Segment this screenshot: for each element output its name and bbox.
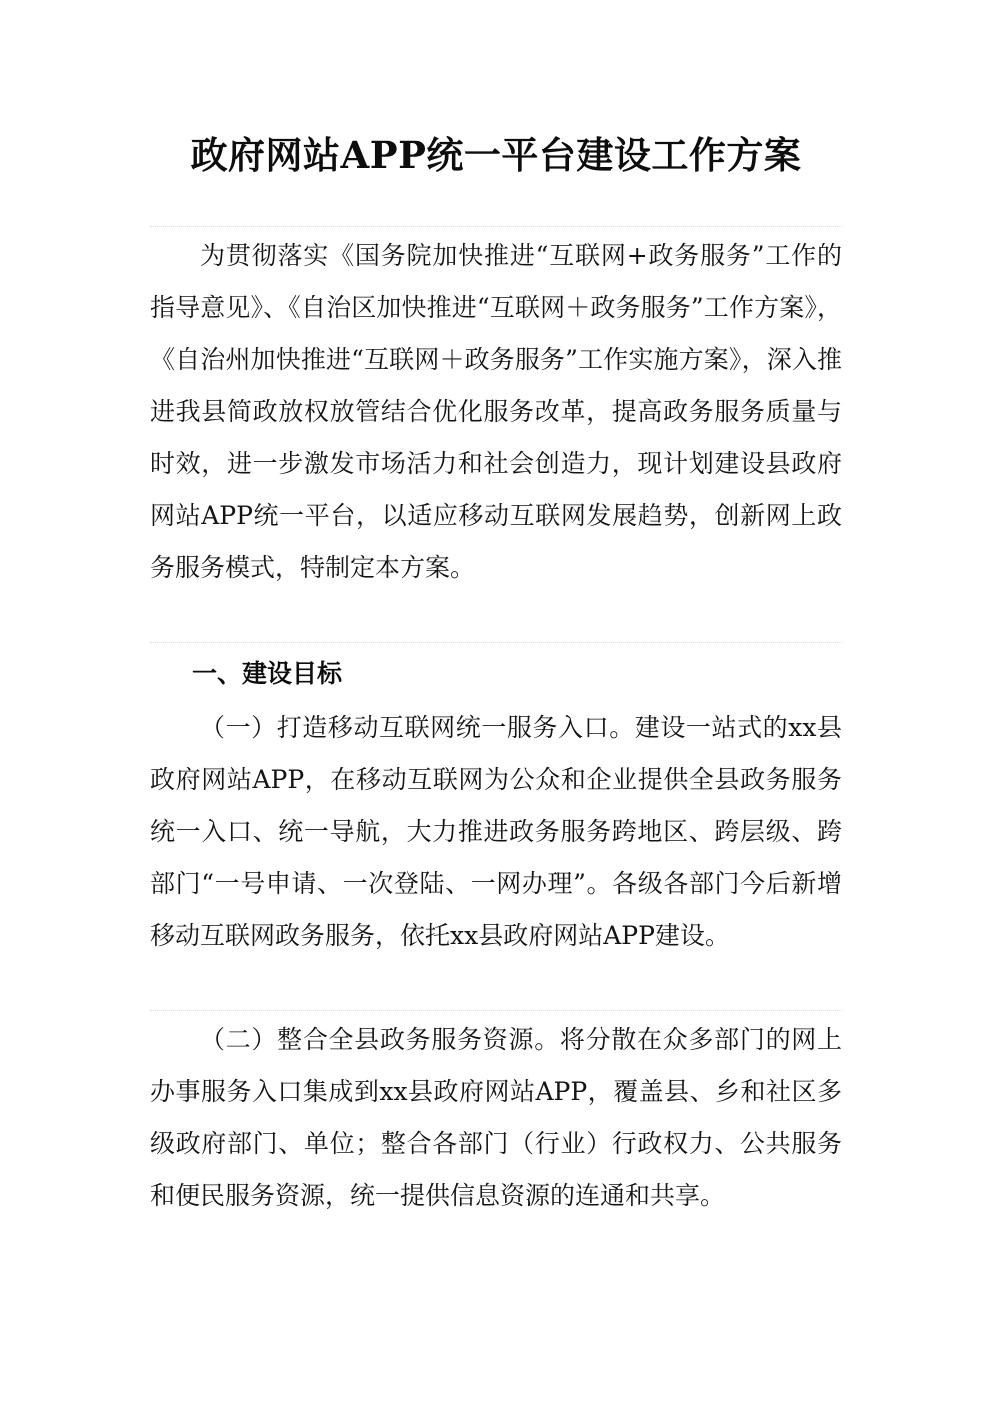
divider	[150, 226, 842, 227]
intro-paragraph-block	[150, 230, 842, 594]
divider	[150, 642, 842, 643]
section-item-block	[150, 702, 842, 962]
section-heading: 一、建设目标	[192, 659, 343, 688]
section-item-2: （二）整合全县政务服务资源。将分散在众多部门的网上办事服务入口集成到xx县政府网站APP，覆盖县、乡和社区多级政府部门、单位；整合各部门（行业）行政权力、公共服务和便民服务资源，统一提供信息资源的连通和共享。	[150, 1025, 842, 1210]
intro-paragraph: 为贯彻落实《国务院加快推进“互联网+政务服务”工作的指导意见》、《自治区加快推进“互联网＋政务服务”工作方案》，《自治州加快推进“互联网＋政务服务”工作实施方案》，深入推进我县简政放权放管结合优化服务改革，提高政务服务质量与时效，进一步激发市场活力和社会创造力，现计划建设县政府网站APP统一平台，以适应移动互联网发展趋势，创新网上政务服务模式，特制定本方案。	[150, 241, 842, 582]
section-item-1: （一）打造移动互联网统一服务入口。建设一站式的xx县政府网站APP，在移动互联网为公众和企业提供全县政务服务统一入口、统一导航，大力推进政务服务跨地区、跨层级、跨部门“一号申请、一次登陆、一网办理”。各级各部门今后新增移动互联网政务服务，依托xx县政府网站APP建设。	[150, 713, 842, 950]
divider	[150, 1010, 842, 1011]
section-item-block	[150, 1014, 842, 1222]
document-title: 政府网站APP统一平台建设工作方案	[190, 133, 802, 177]
